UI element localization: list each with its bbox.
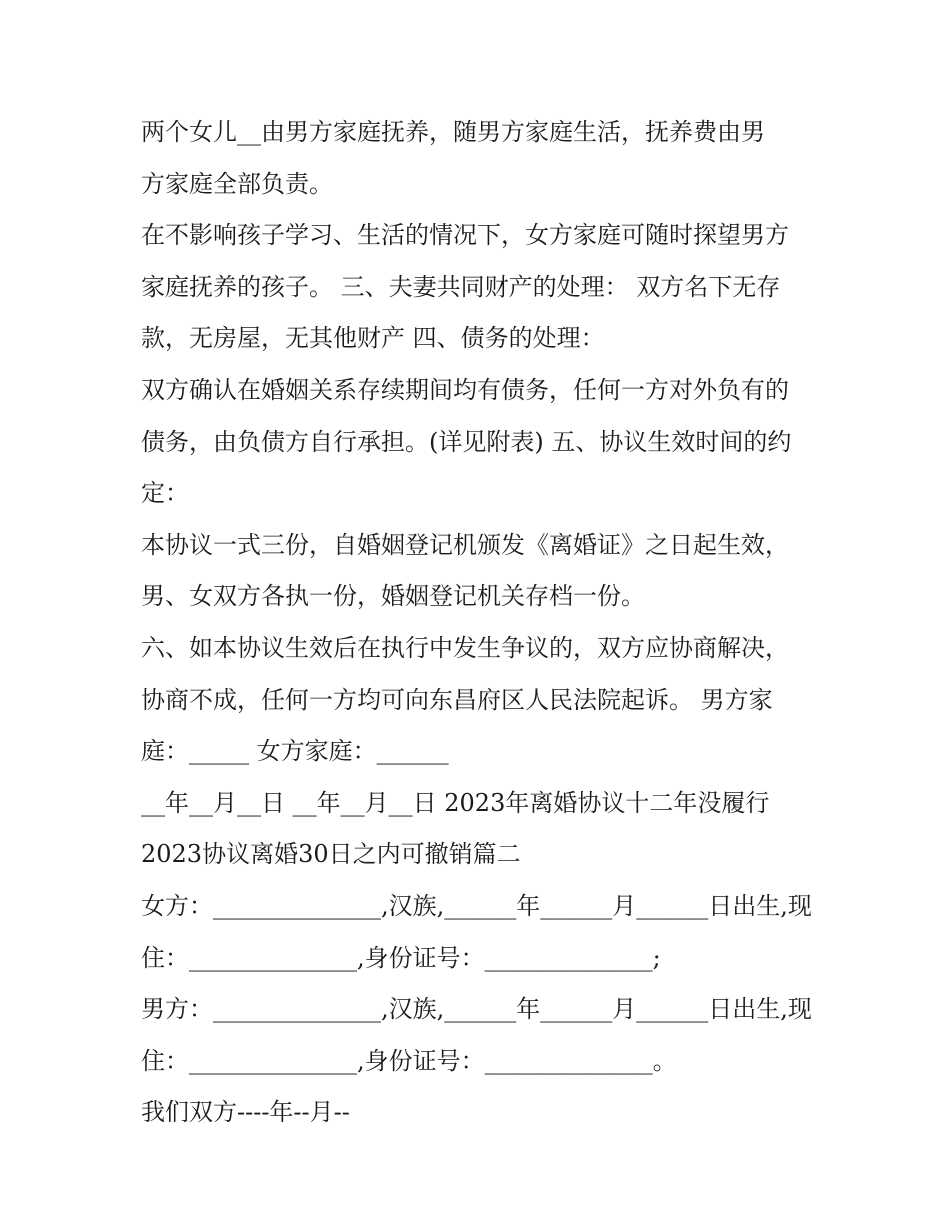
document-body [141,107,821,1139]
text-line: 男、女双方各执一份，婚姻登记机关存档一份。 [141,582,645,611]
text-line: 在不影响孩子学习、生活的情况下，女方家庭可随时探望男方 [141,221,789,250]
text-line: 住：______________,身份证号：______________。 [141,1046,677,1075]
text-line: 债务，由负债方自行承担。(详见附表) 五、协议生效时间的约 [141,427,792,456]
text-line: 庭：_____ 女方家庭：______ [141,737,449,766]
text-line: 方家庭全部负责。 [141,169,333,198]
text-line: 双方确认在婚姻关系存续期间均有债务，任何一方对外负有的 [141,375,789,404]
text-line: 定： [141,479,189,508]
text-line: __年__月__日 __年__月__日 2023年离婚协议十二年没履行 [141,788,770,817]
text-line: 款，无房屋，无其他财产 四、债务的处理： [141,324,605,353]
text-line: 男方：______________,汉族,______年______月______日出生,现 [141,995,812,1024]
text-line: 女方：______________,汉族,______年______月______日出生,现 [141,891,812,920]
text-line: 本协议一式三份，自婚姻登记机颁发《离婚证》之日起生效， [141,530,789,559]
text-line: 我们双方----年--月-- [141,1098,350,1127]
text-line: 六、如本协议生效后在执行中发生争议的，双方应协商解决， [141,633,789,662]
text-line: 两个女儿__由男方家庭抚养，随男方家庭生活，抚养费由男 [141,118,765,146]
text-line: 协商不成，任何一方均可向东昌府区人民法院起诉。 男方家 [141,685,773,714]
section-heading: 2023协议离婚30日之内可撤销篇二 [141,840,521,869]
text-line: 住：______________,身份证号：______________; [141,943,661,972]
text-line: 家庭抚养的孩子。 三、夫妻共同财产的处理： 双方名下无存 [141,272,781,301]
